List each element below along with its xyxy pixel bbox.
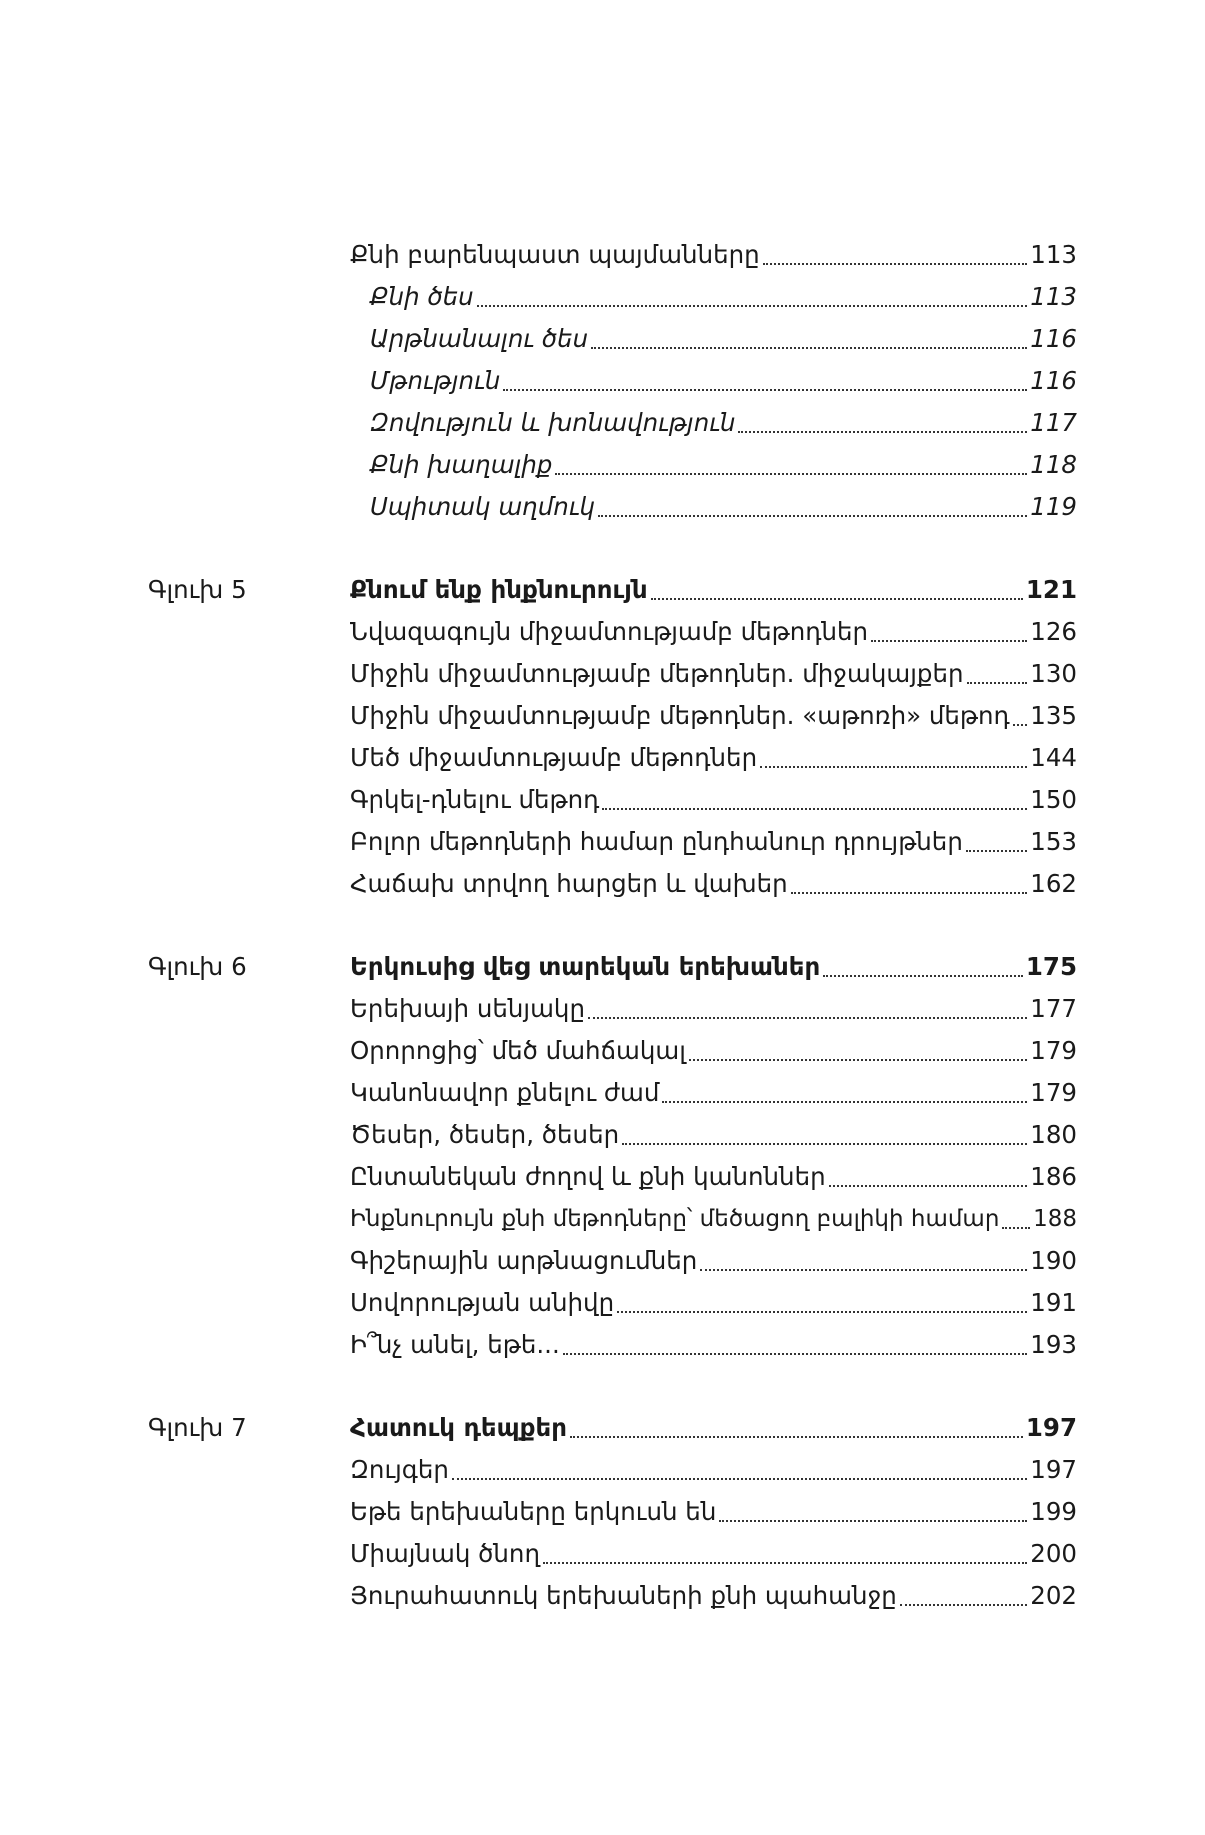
toc-entry bbox=[350, 1449, 1077, 1491]
dot-leader bbox=[563, 1353, 1028, 1355]
dot-leader bbox=[570, 1436, 1023, 1438]
dot-leader bbox=[689, 1059, 1027, 1061]
dot-leader bbox=[719, 1520, 1027, 1522]
dot-leader bbox=[477, 305, 1028, 307]
dot-leader bbox=[967, 682, 1028, 684]
toc-entry bbox=[350, 1533, 1077, 1575]
toc-entry bbox=[370, 486, 1077, 528]
entry-page: 186 bbox=[1030, 1162, 1077, 1191]
dot-leader bbox=[791, 892, 1028, 894]
entry-title: Կանոնավոր քնելու ժամ bbox=[350, 1078, 660, 1107]
toc-entry bbox=[350, 1114, 1077, 1156]
dot-leader bbox=[651, 598, 1023, 600]
toc-entry bbox=[350, 1324, 1077, 1366]
dot-leader bbox=[966, 850, 1027, 852]
toc-entry bbox=[350, 737, 1077, 779]
entry-page: 179 bbox=[1030, 1078, 1077, 1107]
entry-page: 119 bbox=[1030, 492, 1077, 521]
dot-leader bbox=[871, 640, 1027, 642]
entry-title: Բոլոր մեթոդների համար ընդհանուր դրույթներ bbox=[350, 827, 963, 856]
dot-leader bbox=[662, 1101, 1027, 1103]
entry-title: Մեծ միջամտությամբ մեթոդներ bbox=[350, 743, 758, 772]
entry-title: Օրորոցից՝ մեծ մահճակալ bbox=[350, 1036, 686, 1065]
entry-title: Հաճախ տրվող հարցեր և վախեր bbox=[350, 869, 788, 898]
dot-leader bbox=[700, 1269, 1027, 1271]
entry-title: Երկուսից վեց տարեկան երեխաներ bbox=[350, 952, 821, 981]
dot-leader bbox=[555, 473, 1027, 475]
entry-title: Նվազագույն միջամտությամբ մեթոդներ bbox=[350, 617, 869, 646]
entry-page: 121 bbox=[1025, 575, 1077, 604]
entry-page: 135 bbox=[1030, 701, 1077, 730]
toc-entry bbox=[350, 653, 1077, 695]
entry-page: 190 bbox=[1030, 1246, 1077, 1275]
toc-entry bbox=[350, 1072, 1077, 1114]
dot-leader bbox=[588, 1017, 1027, 1019]
chapter-title-entry bbox=[350, 1407, 1077, 1449]
toc-entry bbox=[350, 1030, 1077, 1072]
entry-page: 126 bbox=[1030, 617, 1077, 646]
entry-title: Քնի խաղալիք bbox=[370, 450, 553, 479]
dot-leader bbox=[543, 1562, 1027, 1564]
entry-page: 197 bbox=[1030, 1455, 1077, 1484]
entry-page: 188 bbox=[1033, 1206, 1077, 1232]
entry-title: Ինքնուրույն քնի մեթոդները՝ մեծացող բալիկի համար bbox=[350, 1206, 1000, 1232]
entry-title: Զույգեր bbox=[350, 1455, 449, 1484]
entry-title: Զովություն և խոնավություն bbox=[370, 408, 736, 437]
entry-page: 116 bbox=[1030, 324, 1077, 353]
entry-title: Եթե երեխաները երկուսն են bbox=[350, 1497, 717, 1526]
entry-title: Միայնակ ծնող bbox=[350, 1539, 540, 1568]
dot-leader bbox=[617, 1311, 1027, 1313]
toc-entry bbox=[350, 988, 1077, 1030]
chapter-title-entry bbox=[350, 569, 1077, 611]
entry-title: Ի՞նչ անել, եթե... bbox=[350, 1330, 560, 1359]
toc-entry bbox=[370, 276, 1077, 318]
entry-page: 197 bbox=[1025, 1413, 1077, 1442]
entry-page: 175 bbox=[1025, 952, 1077, 981]
entry-title: Միջին միջամտությամբ մեթոդներ. միջակայքեր bbox=[350, 659, 964, 688]
toc-entry bbox=[350, 821, 1077, 863]
entry-title: Յուրահատուկ երեխաների քնի պահանջը bbox=[350, 1581, 897, 1610]
toc-entry bbox=[350, 1491, 1077, 1533]
entry-title: Գիշերային արթնացումներ bbox=[350, 1246, 698, 1275]
chapter-label: Գլուխ 7 bbox=[148, 1413, 247, 1442]
entry-title: Մթություն bbox=[370, 366, 501, 395]
dot-leader bbox=[1002, 1227, 1030, 1229]
dot-leader bbox=[760, 766, 1027, 768]
dot-leader bbox=[503, 389, 1027, 391]
entry-page: 144 bbox=[1030, 743, 1077, 772]
toc-entry bbox=[370, 360, 1077, 402]
toc-entry bbox=[350, 611, 1077, 653]
entry-page: 150 bbox=[1030, 785, 1077, 814]
dot-leader bbox=[829, 1185, 1028, 1187]
dot-leader bbox=[602, 808, 1027, 810]
toc-entry bbox=[350, 863, 1077, 905]
toc-entry bbox=[350, 1156, 1077, 1198]
entry-page: 162 bbox=[1030, 869, 1077, 898]
entry-page: 199 bbox=[1030, 1497, 1077, 1526]
entry-page: 202 bbox=[1030, 1581, 1077, 1610]
dot-leader bbox=[763, 263, 1028, 265]
dot-leader bbox=[591, 347, 1027, 349]
entry-page: 153 bbox=[1030, 827, 1077, 856]
toc-entry bbox=[350, 1240, 1077, 1282]
toc-entry bbox=[350, 1198, 1077, 1240]
toc-entry bbox=[350, 234, 1077, 276]
entry-page: 113 bbox=[1030, 282, 1077, 311]
entry-title: Ծեսեր, ծեսեր, ծեսեր bbox=[350, 1120, 620, 1149]
entry-page: 130 bbox=[1030, 659, 1077, 688]
entry-title: Միջին միջամտությամբ մեթոդներ. «աթոռի» մեթոդ bbox=[350, 701, 1010, 730]
entry-page: 179 bbox=[1030, 1036, 1077, 1065]
chapter-label: Գլուխ 5 bbox=[148, 575, 247, 604]
entry-page: 177 bbox=[1030, 994, 1077, 1023]
entry-title: Սպիտակ աղմուկ bbox=[370, 492, 595, 521]
entry-page: 116 bbox=[1030, 366, 1077, 395]
entry-page: 191 bbox=[1030, 1288, 1077, 1317]
dot-leader bbox=[738, 431, 1027, 433]
entry-title: Հատուկ դեպքեր bbox=[350, 1413, 567, 1442]
entry-page: 200 bbox=[1030, 1539, 1077, 1568]
entry-title: Քնի բարենպաստ պայմանները bbox=[350, 240, 760, 269]
toc-entry bbox=[370, 402, 1077, 444]
dot-leader bbox=[598, 515, 1027, 517]
dot-leader bbox=[900, 1604, 1027, 1606]
entry-title: Ընտանեկան ժողով և քնի կանոններ bbox=[350, 1162, 826, 1191]
dot-leader bbox=[1013, 724, 1027, 726]
entry-title: Քնում ենք ինքնուրույն bbox=[350, 575, 648, 604]
entry-page: 117 bbox=[1030, 408, 1077, 437]
entry-title: Քնի ծես bbox=[370, 282, 474, 311]
entry-page: 180 bbox=[1030, 1120, 1077, 1149]
toc-entry bbox=[370, 444, 1077, 486]
chapter-label: Գլուխ 6 bbox=[148, 952, 247, 981]
dot-leader bbox=[622, 1143, 1027, 1145]
toc-entry bbox=[370, 318, 1077, 360]
entry-title: Գրկել-դնելու մեթոդ bbox=[350, 785, 600, 814]
entry-page: 193 bbox=[1030, 1330, 1077, 1359]
toc-entry bbox=[350, 779, 1077, 821]
entry-page: 113 bbox=[1030, 240, 1077, 269]
entry-title: Երեխայի սենյակը bbox=[350, 994, 585, 1023]
toc-entry bbox=[350, 695, 1077, 737]
toc-entry bbox=[350, 1282, 1077, 1324]
dot-leader bbox=[452, 1478, 1027, 1480]
entry-title: Արթնանալու ծես bbox=[370, 324, 589, 353]
chapter-title-entry bbox=[350, 946, 1077, 988]
entry-page: 118 bbox=[1030, 450, 1077, 479]
entry-title: Սովորության անիվը bbox=[350, 1288, 615, 1317]
toc-entry bbox=[350, 1575, 1077, 1617]
dot-leader bbox=[823, 975, 1023, 977]
